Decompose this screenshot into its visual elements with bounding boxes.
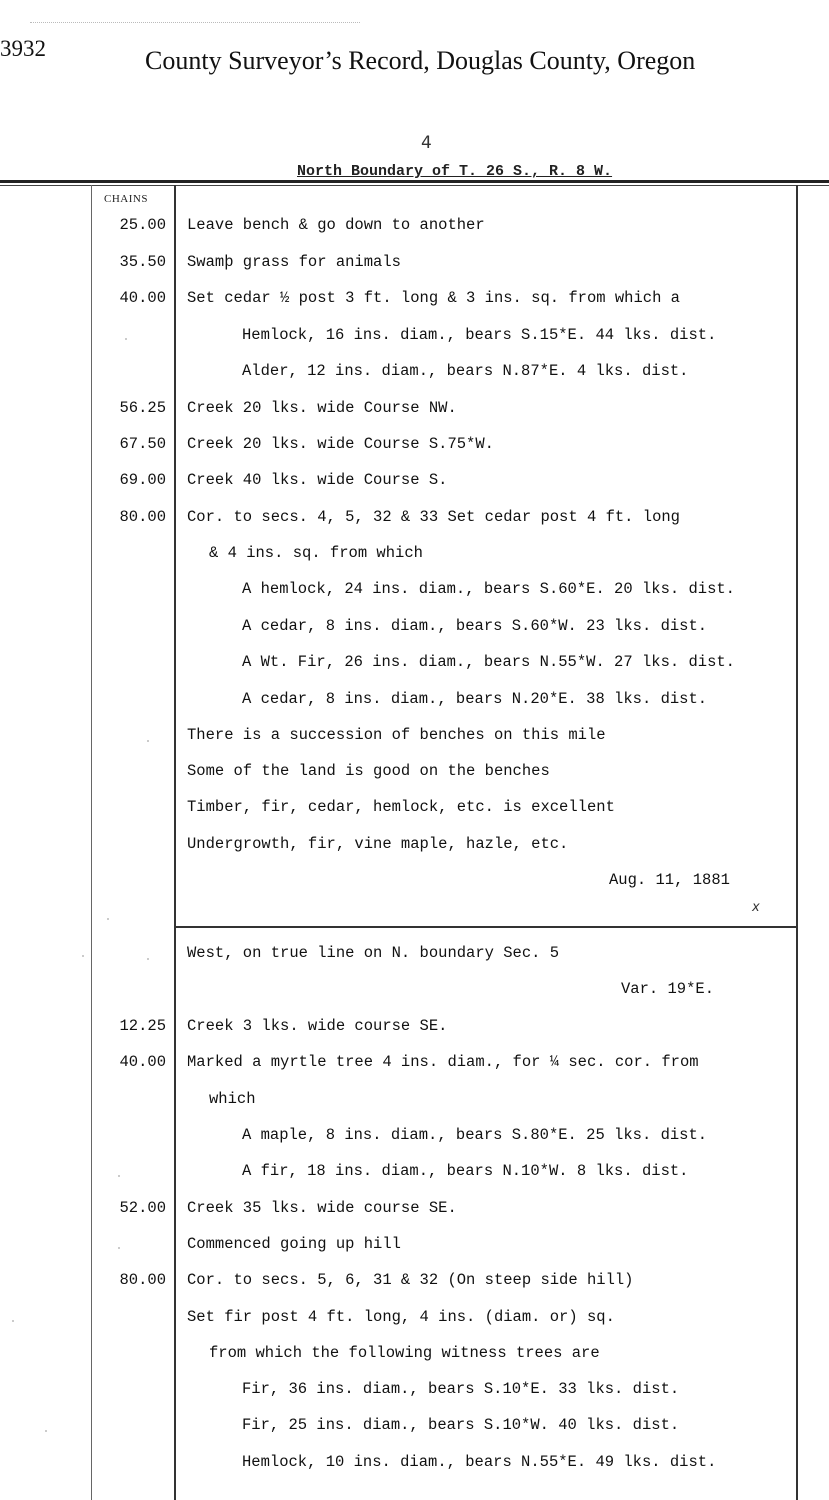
chain-value: 67.50 xyxy=(119,435,166,453)
paper-speck xyxy=(147,740,149,742)
row-text: which xyxy=(209,1090,256,1108)
row-text: Cor. to secs. 5, 6, 31 & 32 (On steep side hill) xyxy=(187,1271,634,1289)
table-row xyxy=(0,1416,829,1446)
chain-value: 25.00 xyxy=(119,216,166,234)
chain-value: 12.25 xyxy=(119,1017,166,1035)
row-text: There is a succession of benches on this mile xyxy=(187,726,606,744)
row-text: A hemlock, 24 ins. diam., bears S.60*E. 20 lks. dist. xyxy=(242,580,735,598)
table-row xyxy=(0,835,829,865)
chains-column-header: CHAINS xyxy=(104,193,148,205)
paper-speck xyxy=(107,918,109,920)
table-row xyxy=(0,1453,829,1483)
table-top-rule xyxy=(0,180,829,183)
table-row xyxy=(0,726,829,756)
table-row xyxy=(0,471,829,501)
table-row xyxy=(0,362,829,392)
row-text: Swamþ grass for animals xyxy=(187,253,401,271)
table-row xyxy=(0,1199,829,1229)
row-text: Alder, 12 ins. diam., bears N.87*E. 4 lks. dist. xyxy=(242,362,689,380)
table-row xyxy=(0,690,829,720)
row-text: Some of the land is good on the benches xyxy=(187,762,550,780)
page-header-title: County Surveyor’s Record, Douglas County, Oregon xyxy=(145,46,696,75)
table-row xyxy=(0,798,829,828)
chain-value: 56.25 xyxy=(119,399,166,417)
table-row xyxy=(0,435,829,465)
row-text: Set cedar ½ post 3 ft. long & 3 ins. sq. from which a xyxy=(187,289,680,307)
row-text: from which the following witness trees are xyxy=(209,1344,600,1362)
table-row xyxy=(0,1053,829,1083)
row-text: A cedar, 8 ins. diam., bears N.20*E. 38 lks. dist. xyxy=(242,690,708,708)
table-row xyxy=(0,253,829,283)
chain-value: 35.50 xyxy=(119,253,166,271)
table-top-rule-secondary xyxy=(0,185,829,186)
row-text: Creek 40 lks. wide Course S. xyxy=(187,471,448,489)
table-row xyxy=(0,1090,829,1120)
date-text: Aug. 11, 1881 xyxy=(609,871,730,889)
row-text: West, on true line on N. boundary Sec. 5 xyxy=(187,944,560,962)
table-row xyxy=(0,980,829,1010)
table-row xyxy=(0,289,829,319)
table-row xyxy=(0,1271,829,1301)
table-row xyxy=(0,399,829,429)
table-row xyxy=(0,1344,829,1374)
row-text: A fir, 18 ins. diam., bears N.10*W. 8 lks. dist. xyxy=(242,1162,689,1180)
paper-speck xyxy=(45,1430,47,1432)
section-separator-rule xyxy=(174,926,796,928)
chain-value: 40.00 xyxy=(119,289,166,307)
chain-value: 52.00 xyxy=(119,1199,166,1217)
row-text: Hemlock, 10 ins. diam., bears N.55*E. 49 lks. dist. xyxy=(242,1453,717,1471)
row-text: Marked a myrtle tree 4 ins. diam., for ¼ sec. cor. from xyxy=(187,1053,699,1071)
row-text: Creek 35 lks. wide course SE. xyxy=(187,1199,457,1217)
table-title: North Boundary of T. 26 S., R. 8 W. xyxy=(297,163,613,180)
table-row xyxy=(0,617,829,647)
chain-value: 80.00 xyxy=(119,1271,166,1289)
top-dotted-rule xyxy=(30,22,360,23)
paper-speck xyxy=(125,338,127,340)
table-row xyxy=(0,1308,829,1338)
row-text: Cor. to secs. 4, 5, 32 & 33 Set cedar post 4 ft. long xyxy=(187,508,680,526)
paper-speck xyxy=(147,958,149,960)
row-text: A Wt. Fir, 26 ins. diam., bears N.55*W. 27 lks. dist. xyxy=(242,653,735,671)
table-row xyxy=(0,508,829,538)
row-text: Leave bench & go down to another xyxy=(187,216,485,234)
table-row xyxy=(0,326,829,356)
table-row xyxy=(0,216,829,246)
table-row xyxy=(0,1380,829,1410)
table-row xyxy=(0,871,829,901)
chain-value: 40.00 xyxy=(119,1053,166,1071)
row-text: Creek 20 lks. wide Course NW. xyxy=(187,399,457,417)
paper-speck xyxy=(118,1175,120,1177)
table-row xyxy=(0,944,829,974)
table-row xyxy=(0,1162,829,1192)
row-text: Hemlock, 16 ins. diam., bears S.15*E. 44 lks. dist. xyxy=(242,326,717,344)
table-row xyxy=(0,580,829,610)
row-text: Set fir post 4 ft. long, 4 ins. (diam. or) sq. xyxy=(187,1308,615,1326)
table-row xyxy=(0,1017,829,1047)
row-text: Fir, 25 ins. diam., bears S.10*W. 40 lks. dist. xyxy=(242,1416,680,1434)
paper-speck xyxy=(82,955,84,957)
handwritten-tick-mark: x xyxy=(752,900,760,915)
page-number: 3932 xyxy=(0,36,46,61)
row-text: Fir, 36 ins. diam., bears S.10*E. 33 lks. dist. xyxy=(242,1380,680,1398)
table-row xyxy=(0,762,829,792)
row-text: A maple, 8 ins. diam., bears S.80*E. 25 lks. dist. xyxy=(242,1126,708,1144)
chain-value: 80.00 xyxy=(119,508,166,526)
row-text: Creek 3 lks. wide course SE. xyxy=(187,1017,448,1035)
table-row xyxy=(0,544,829,574)
row-text: Undergrowth, fir, vine maple, hazle, etc. xyxy=(187,835,569,853)
handwritten-page-mark: 4 xyxy=(421,133,432,153)
row-text: Creek 20 lks. wide Course S.75*W. xyxy=(187,435,494,453)
variation-text: Var. 19*E. xyxy=(621,980,715,998)
table-row xyxy=(0,653,829,683)
table-row xyxy=(0,1235,829,1265)
chain-value: 69.00 xyxy=(119,471,166,489)
table-row xyxy=(0,1126,829,1156)
row-text: Commenced going up hill xyxy=(187,1235,401,1253)
row-text: A cedar, 8 ins. diam., bears S.60*W. 23 lks. dist. xyxy=(242,617,708,635)
paper-speck xyxy=(12,1320,14,1322)
paper-speck xyxy=(118,1247,120,1249)
row-text: Timber, fir, cedar, hemlock, etc. is excellent xyxy=(187,798,615,816)
row-text: & 4 ins. sq. from which xyxy=(209,544,423,562)
